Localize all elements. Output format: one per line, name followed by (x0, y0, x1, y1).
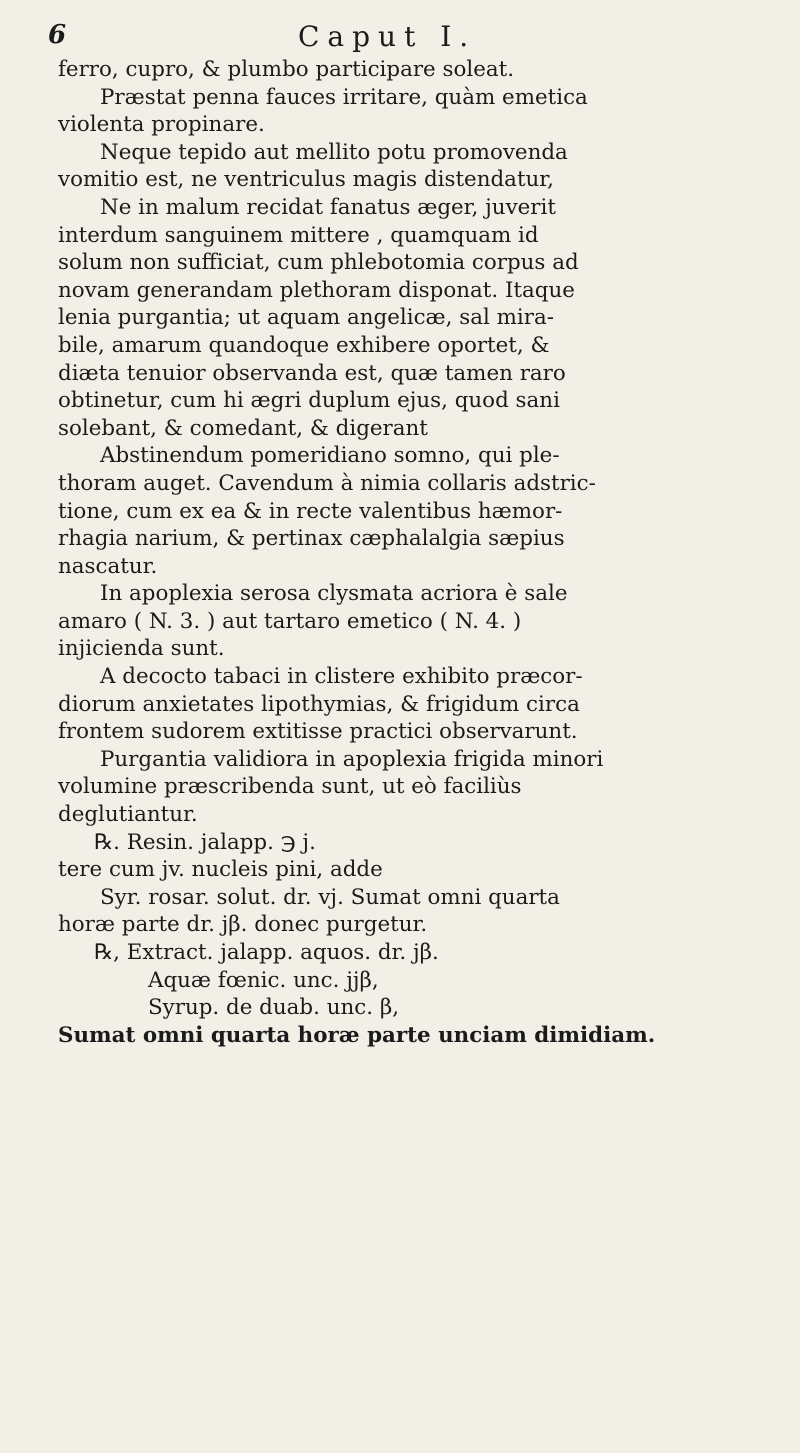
text-line: novam generandam plethoram disponat. Itaque (58, 277, 575, 303)
text-line: volumine præscribenda sunt, ut eò faciliùs (58, 774, 522, 800)
text-line: tione, cum ex ea & in recte valentibus hæmor- (58, 498, 563, 524)
text-line: solebant, & comedant, & digerant (58, 415, 428, 441)
running-head: Caput I. (298, 20, 477, 53)
text-line: lenia purgantia; ut aquam angelicæ, sal mira- (58, 305, 554, 331)
text-line: deglutiantur. (58, 802, 198, 828)
page-header (48, 20, 768, 60)
text-line: Neque tepido aut mellito potu promovenda (100, 139, 568, 165)
text-line: ferro, cupro, & plumbo participare soleat. (58, 57, 515, 82)
text-line: horæ parte dr. jβ. donec purgetur. (58, 912, 428, 938)
text-line: frontem sudorem extitisse practici observarunt. (58, 719, 578, 745)
text-line: Sumat omni quarta horæ parte unciam dimidiam. (58, 1022, 656, 1048)
text-line: nascatur. (58, 553, 158, 579)
text-line: Præstat penna fauces irritare, quàm emetica (100, 84, 588, 110)
text-line: interdum sanguinem mittere , quamquam id (58, 222, 539, 248)
text-line: diæta tenuior observanda est, quæ tamen raro (58, 360, 566, 386)
text-line: ℞, Extract. jalapp. aquos. dr. jβ. (94, 940, 439, 965)
body-text (58, 56, 770, 1049)
text-line: violenta propinare. (58, 112, 265, 138)
text-line: obtinetur, cum hi ægri duplum ejus, quod sani (58, 388, 560, 414)
text-line: In apoplexia serosa clysmata acriora è sale (100, 581, 568, 607)
text-line: injicienda sunt. (58, 636, 225, 662)
text-line: solum non sufficiat, cum phlebotomia corpus ad (58, 250, 579, 276)
text-line: ℞. Resin. jalapp. ℈ j. (94, 829, 316, 855)
text-line: thoram auget. Cavendum à nimia collaris adstric- (58, 470, 596, 496)
text-line: rhagia narium, & pertinax cæphalalgia sæpius (58, 526, 565, 552)
text-line: tere cum jv. nucleis pini, adde (58, 857, 383, 883)
text-line: bile, amarum quandoque exhibere oportet, & (58, 332, 550, 358)
text-line: diorum anxietates lipothymias, & frigidum circa (58, 691, 580, 717)
text-line: vomitio est, ne ventriculus magis distendatur, (58, 167, 554, 193)
text-line: A decocto tabaci in clistere exhibito præcor- (100, 664, 583, 690)
text-line: amaro ( N. 3. ) aut tartaro emetico ( N. 4. ) (58, 608, 522, 634)
text-line: Abstinendum pomeridiano somno, qui ple- (100, 443, 560, 469)
text-line: Aquæ fœnic. unc. jjβ, (148, 967, 379, 993)
text-line: Syrup. de duab. unc. β, (148, 995, 399, 1021)
text-line: Ne in malum recidat fanatus æger, juverit (100, 194, 556, 220)
text-line: Syr. rosar. solut. dr. vj. Sumat omni quarta (100, 884, 560, 910)
page-number: 6 (48, 20, 67, 50)
text-line: Purgantia validiora in apoplexia frigida minori (100, 746, 604, 772)
